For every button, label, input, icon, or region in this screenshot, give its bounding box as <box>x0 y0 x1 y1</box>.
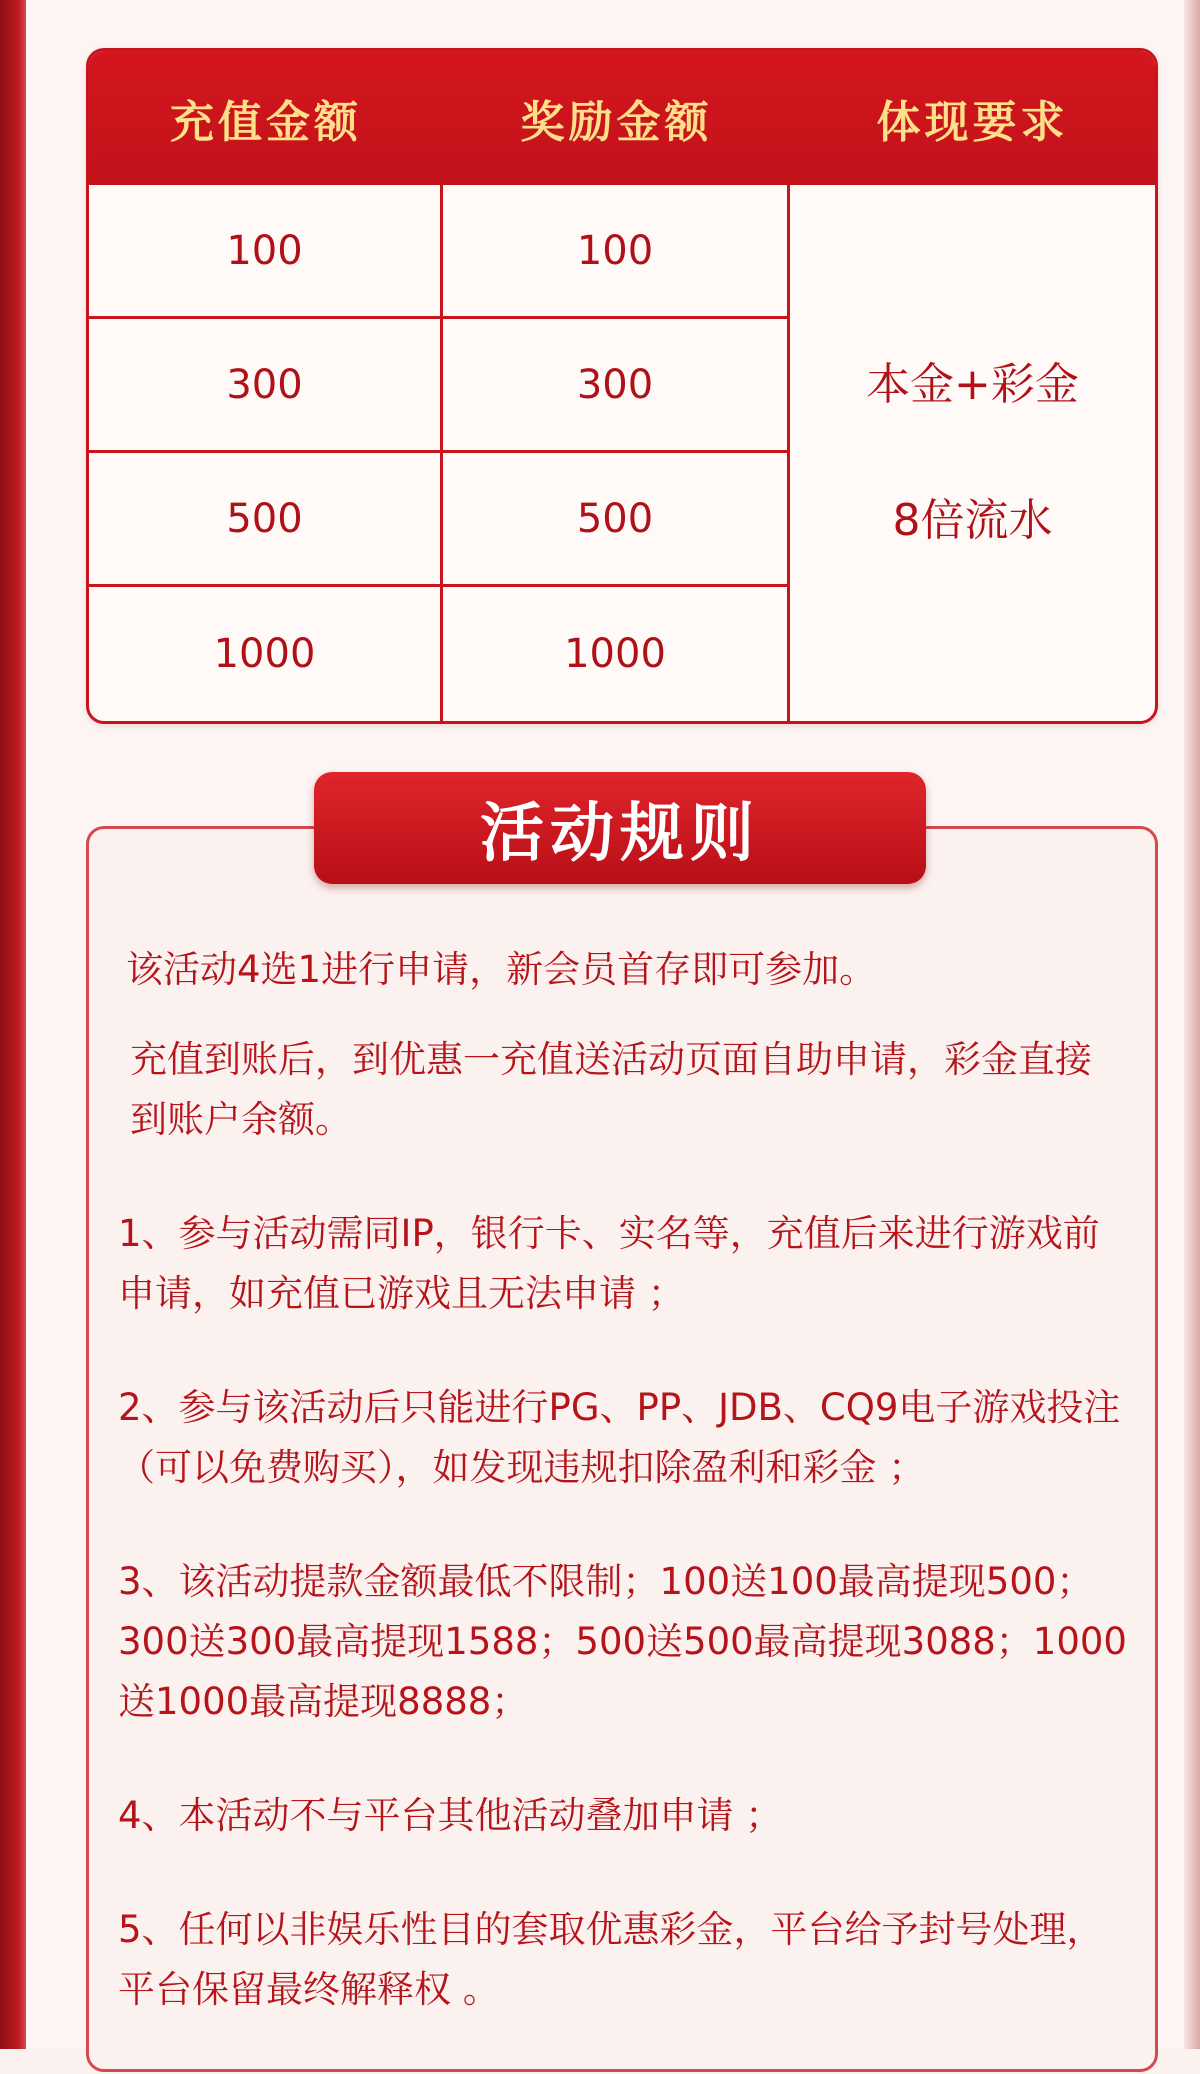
left-border-decoration <box>0 0 26 2049</box>
withdraw-requirement-cell <box>790 185 1155 721</box>
header-deposit-amount: 充值金额 <box>170 97 362 148</box>
rules-title-banner: 活动规则 <box>314 772 926 884</box>
rule-item: 4、本活动不与平台其他活动叠加申请 ； <box>118 1794 783 1837</box>
rules-intro: 该活动4选1进行申请，新会员首存即可参加。 <box>126 948 877 991</box>
right-border-decoration <box>1184 0 1200 2049</box>
rule-item: 3、该活动提款金额最低不限制；100送100最高提现500；300送300最高提现1588；500送500最高提现3088；1000送1000最高提现8888； <box>118 1560 1127 1723</box>
requirement-principal-bonus: 本金+彩金 <box>866 359 1079 410</box>
deposit-cell: 300 <box>89 319 443 453</box>
bonus-cell: 1000 <box>443 587 790 721</box>
rule-item: 1、参与活动需同IP，银行卡、实名等，充值后来进行游戏前申请，如充值已游戏且无法申请 ； <box>118 1212 1100 1315</box>
rule-item: 2、参与该活动后只能进行PG、PP、JDB、CQ9电子游戏投注（可以免费购买），如发现违规扣除盈利和彩金 ； <box>118 1386 1121 1489</box>
bonus-cell: 100 <box>443 185 790 319</box>
bonus-cell: 300 <box>443 319 790 453</box>
deposit-cell: 1000 <box>89 587 443 721</box>
table-header <box>89 51 1155 185</box>
header-withdraw-requirement: 体现要求 <box>876 97 1069 148</box>
deposit-cell: 500 <box>89 453 443 587</box>
reward-table <box>86 48 1158 724</box>
rule-item: 5、任何以非娱乐性目的套取优惠彩金，平台给予封号处理，平台保留最终解释权 。 <box>118 1908 1104 2011</box>
header-bonus-amount: 奖励金额 <box>520 97 713 148</box>
requirement-turnover: 8倍流水 <box>892 495 1053 546</box>
bonus-cell: 500 <box>443 453 790 587</box>
deposit-cell: 100 <box>89 185 443 319</box>
rules-content <box>118 940 1128 2074</box>
rules-intro-detail: 充值到账后，到优惠一充值送活动页面自助申请，彩金直接到账户余额。 <box>130 1038 1092 1141</box>
